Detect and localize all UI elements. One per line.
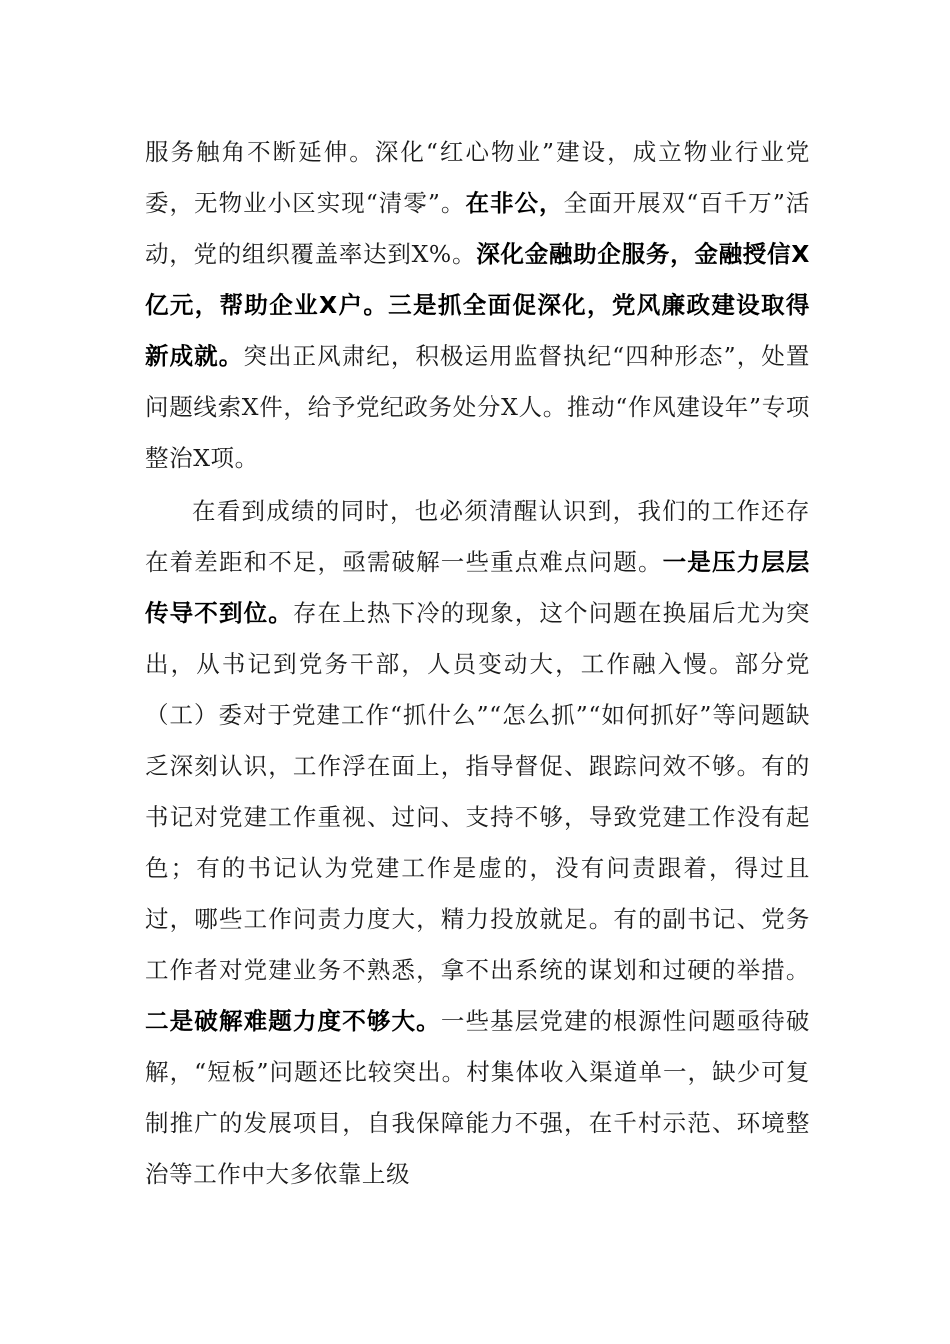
p1-text-2: 深化“红心物业”建设，成立物业行业党委，无物业小区实现“清零”。 [145, 138, 811, 217]
p2-text-4: 村集体收入渠道单一，缺少可复制推广的发展项目，自我保障能力不强，在千村示范、环境整治等工作中大多依靠上级 [145, 1058, 810, 1188]
p2-bold-heading-2: 二是破解难题力度不够大。 [145, 1007, 441, 1035]
p1-bold-heading-2: 深化金融助企服务，金融授信X亿元，帮助企业X户。三是抓全面促深化，党风廉政建设取得新成就。 [145, 240, 810, 370]
paragraph-2 [145, 486, 810, 1200]
p1-text-1: 服务触角不断延伸。 [145, 138, 375, 166]
paragraph-1 [145, 127, 810, 484]
p2-text-2: 存在上热下冷的现象，这个问题在换届后尤为突出，从书记到党务干部，人员变动大，工作融入慢。部分党（工）委对于党建工作“抓什么”“怎么抓”“如何抓好”等问题缺乏深刻认识，工作浮在面上，指导督促、跟踪问效不够。有的书记对党建工作重视、过问、支持不够，导致党建工作没有起色；有的书记认为党建工作是虚的，没有问责跟着，得过且过，哪些工作问责力度大，精力投放就足。有的副书记、党务工作者对党建业务不熟悉，拿不出系统的谋划和过硬的举措。 [145, 599, 810, 984]
p1-bold-heading-1: 在非公， [465, 189, 564, 217]
p1-text-4: 突出正风肃纪，积极运用监督执纪“四种形态”，处置问题线索X件，给予党纪政务处分X人。推动“作风建设年”专项整治X项。 [145, 342, 810, 472]
p2-bold-heading-1: 一是压力层层传导不到位。 [145, 548, 810, 627]
p2-text-3: 一些基层党建的根源性问题亟待破解，“短板”问题还比较突出。 [145, 1007, 811, 1086]
p2-text-1: 在看到成绩的同时，也必须清醒认识到，我们的工作还存在着差距和不足，亟需破解一些重点难点问题。 [145, 497, 810, 576]
p1-text-3: 全面开展双“百千万”活动，党的组织覆盖率达到X%。 [145, 189, 810, 268]
